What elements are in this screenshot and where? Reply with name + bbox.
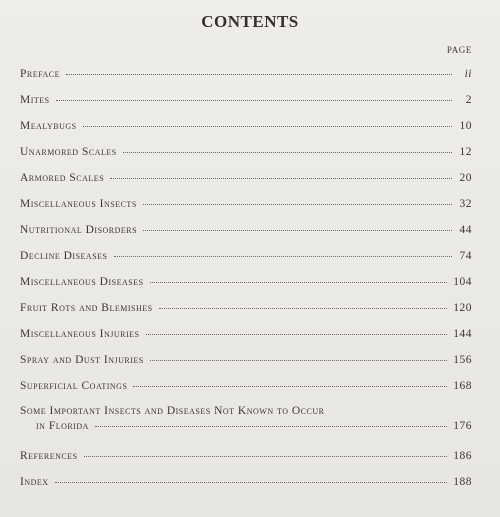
toc-entry-label: Armored Scales (20, 172, 105, 184)
toc-entry-page: 20 (459, 172, 472, 184)
dot-leader (56, 100, 452, 101)
toc-entry-page: 10 (459, 120, 472, 132)
toc-entry-page: ii (464, 68, 472, 80)
toc-entry-label: Preface (20, 68, 60, 80)
toc-entry-label: Decline Diseases (20, 250, 108, 262)
toc-entry-page: 168 (453, 380, 472, 392)
dot-leader (83, 126, 452, 127)
toc-entry-label: References (20, 450, 78, 462)
toc-entry-misc-insects (20, 198, 472, 210)
toc-entry-label: Spray and Dust Injuries (20, 354, 144, 366)
toc-entry-page: 44 (459, 224, 472, 236)
dot-leader (84, 456, 448, 457)
toc-entry-mites (20, 94, 472, 106)
dot-leader (95, 426, 447, 427)
toc-entry-label: Mites (20, 94, 50, 106)
toc-entry-label: Nutritional Disorders (20, 224, 138, 236)
toc-entry-nutritional-disorders (20, 224, 472, 236)
toc-entry-label: Index (20, 476, 49, 488)
toc-entry-index (20, 476, 472, 488)
toc-entry-label: Unarmored Scales (20, 146, 117, 158)
toc-entry-label-continued: in Florida (36, 420, 89, 432)
toc-entry-preface (20, 68, 472, 80)
toc-entry-label: Miscellaneous Injuries (20, 328, 140, 340)
page-column-header: PAGE (446, 45, 472, 55)
toc-entry-label: Superficial Coatings (20, 380, 128, 392)
toc-entry-page: 2 (465, 94, 472, 106)
dot-leader (146, 334, 448, 335)
toc-entry-misc-diseases (20, 276, 472, 288)
toc-entry-page: 104 (453, 276, 472, 288)
toc-entry-label: Miscellaneous Insects (20, 198, 137, 210)
toc-entry-label: Mealybugs (20, 120, 77, 132)
dot-leader (55, 482, 448, 483)
toc-entry-page: 176 (453, 420, 472, 432)
toc-entry-page: 186 (453, 450, 472, 462)
toc-entry-page: 156 (453, 354, 472, 366)
toc-entry-page: 32 (459, 198, 472, 210)
toc-entry-misc-injuries (20, 328, 472, 340)
page-title: CONTENTS (201, 12, 299, 31)
dot-leader (110, 178, 452, 179)
toc-entry-decline-diseases (20, 250, 472, 262)
toc-entry-superficial-coatings (20, 380, 472, 392)
toc-entry-page: 188 (453, 476, 472, 488)
toc-entry-references (20, 450, 472, 462)
toc-entry-label: Miscellaneous Diseases (20, 276, 144, 288)
toc-entry-page: 74 (459, 250, 472, 262)
toc-entry-not-in-florida (20, 405, 472, 432)
dot-leader (150, 282, 448, 283)
toc-entry-mealybugs (20, 120, 472, 132)
toc-entry-spray-injuries (20, 354, 472, 366)
dot-leader (133, 386, 447, 387)
toc-entry-page: 120 (453, 302, 472, 314)
toc-entry-page: 12 (459, 146, 472, 158)
dot-leader (143, 230, 452, 231)
dot-leader (143, 204, 452, 205)
toc-entry-label: Fruit Rots and Blemishes (20, 302, 153, 314)
dot-leader (150, 360, 448, 361)
dot-leader (114, 256, 453, 257)
toc-entry-label: Some Important Insects and Diseases Not Known to Occur (20, 405, 325, 417)
dot-leader (66, 74, 452, 75)
dot-leader (123, 152, 452, 153)
toc-entry-armored-scales (20, 172, 472, 184)
toc-entry-page: 144 (453, 328, 472, 340)
toc-entry-unarmored-scales (20, 146, 472, 158)
dot-leader (159, 308, 448, 309)
toc-entry-fruit-rots (20, 302, 472, 314)
